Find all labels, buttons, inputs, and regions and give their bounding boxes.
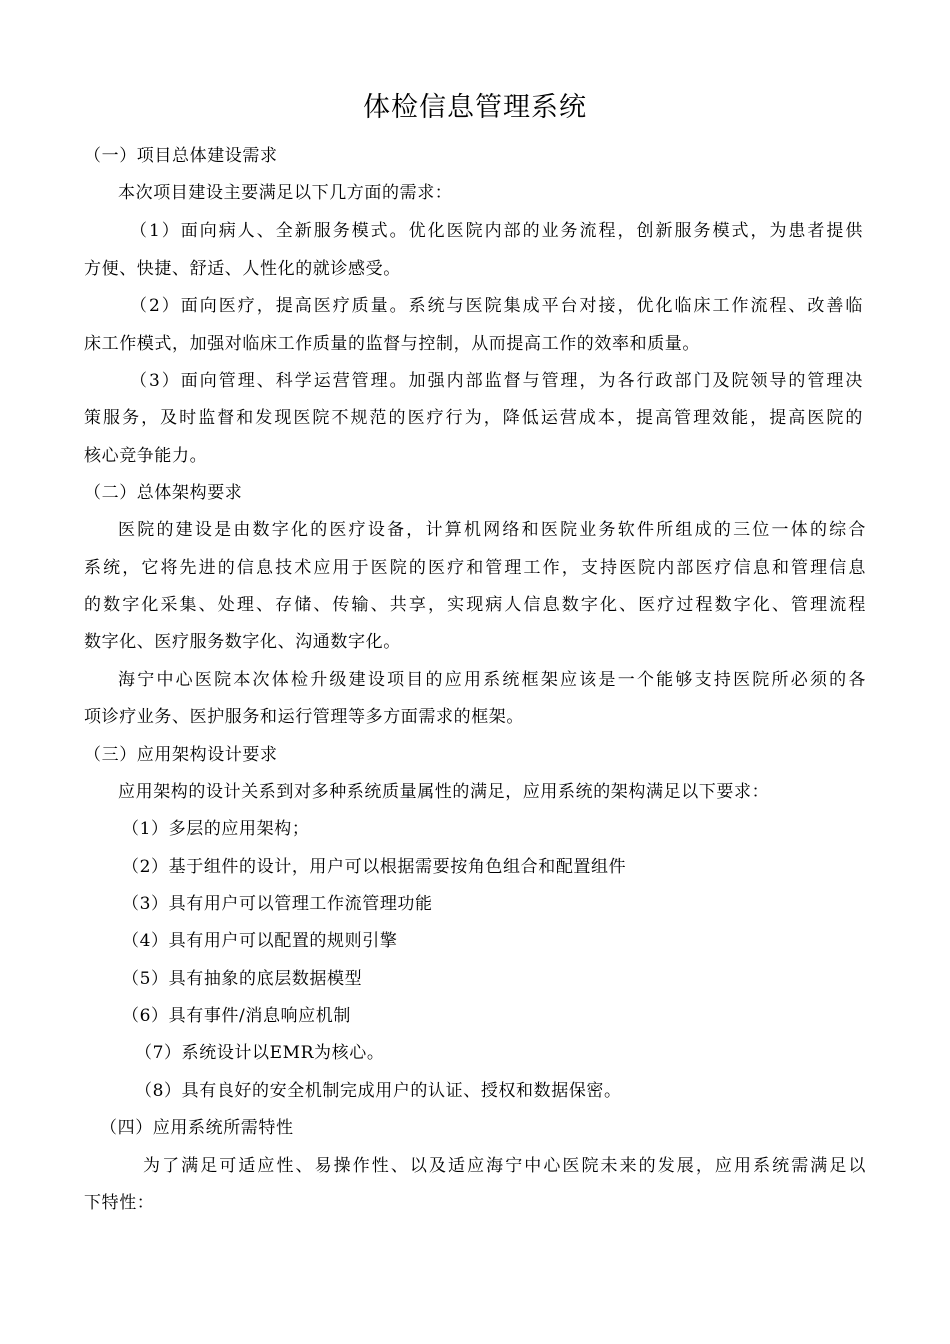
section-heading: （四）应用系统所需特性 (100, 1118, 294, 1138)
paragraph-line: 的数字化采集、处理、存储、传输、共享，实现病人信息数字化、医疗过程数字化、管理流程 (84, 595, 866, 615)
list-item: （2）基于组件的设计，用户可以根据需要按角色组合和配置组件 (122, 857, 627, 877)
paragraph-line: （3）面向管理、科学运营管理。加强内部监督与管理，为各行政部门及院领导的管理决 (130, 371, 863, 391)
paragraph-line: 医院的建设是由数字化的医疗设备，计算机网络和医院业务软件所组成的三位一体的综合 (118, 520, 866, 540)
paragraph-line: 床工作模式，加强对临床工作质量的监督与控制，从而提高工作的效率和质量。 (84, 334, 700, 354)
section-intro: 应用架构的设计关系到对多种系统质量属性的满足，应用系统的架构满足以下要求： (118, 782, 770, 802)
paragraph-line: 为了满足可适应性、易操作性、以及适应海宁中心医院未来的发展，应用系统需满足以 (143, 1156, 866, 1176)
paragraph-line: 海宁中心医院本次体检升级建设项目的应用系统框架应该是一个能够支持医院所必须的各 (118, 670, 866, 690)
paragraph-line: 下特性： (84, 1193, 155, 1213)
section-heading: （三）应用架构设计要求 (84, 745, 278, 765)
list-item: （6）具有事件/消息响应机制 (122, 1006, 351, 1026)
section-intro: 本次项目建设主要满足以下几方面的需求： (118, 183, 453, 203)
paragraph-line: （1）面向病人、全新服务模式。优化医院内部的业务流程，创新服务模式，为患者提供 (130, 221, 863, 241)
list-item: （8）具有良好的安全机制完成用户的认证、授权和数据保密。 (135, 1081, 622, 1101)
document-title: 体检信息管理系统 (363, 92, 587, 123)
paragraph-line: 项诊疗业务、医护服务和运行管理等多方面需求的框架。 (84, 707, 524, 727)
list-item: （7）系统设计以EMR为核心。 (135, 1043, 385, 1063)
list-item: （1）多层的应用架构； (122, 819, 310, 839)
paragraph-line: 数字化、医疗服务数字化、沟通数字化。 (84, 632, 401, 652)
section-heading: （一）项目总体建设需求 (84, 146, 278, 166)
paragraph-line: 方便、快捷、舒适、人性化的就诊感受。 (84, 259, 401, 279)
paragraph-line: 策服务，及时监督和发现医院不规范的医疗行为，降低运营成本，提高管理效能，提高医院的 (84, 408, 863, 428)
paragraph-line: 系统，它将先进的信息技术应用于医院的医疗和管理工作，支持医院内部医疗信息和管理信息 (84, 558, 866, 578)
list-item: （3）具有用户可以管理工作流管理功能 (122, 894, 433, 914)
list-item: （5）具有抽象的底层数据模型 (122, 969, 363, 989)
section-heading: （二）总体架构要求 (84, 483, 243, 503)
paragraph-line: （2）面向医疗，提高医疗质量。系统与医院集成平台对接，优化临床工作流程、改善临 (130, 296, 863, 316)
list-item: （4）具有用户可以配置的规则引擎 (122, 931, 398, 951)
paragraph-line: 核心竞争能力。 (84, 446, 208, 466)
